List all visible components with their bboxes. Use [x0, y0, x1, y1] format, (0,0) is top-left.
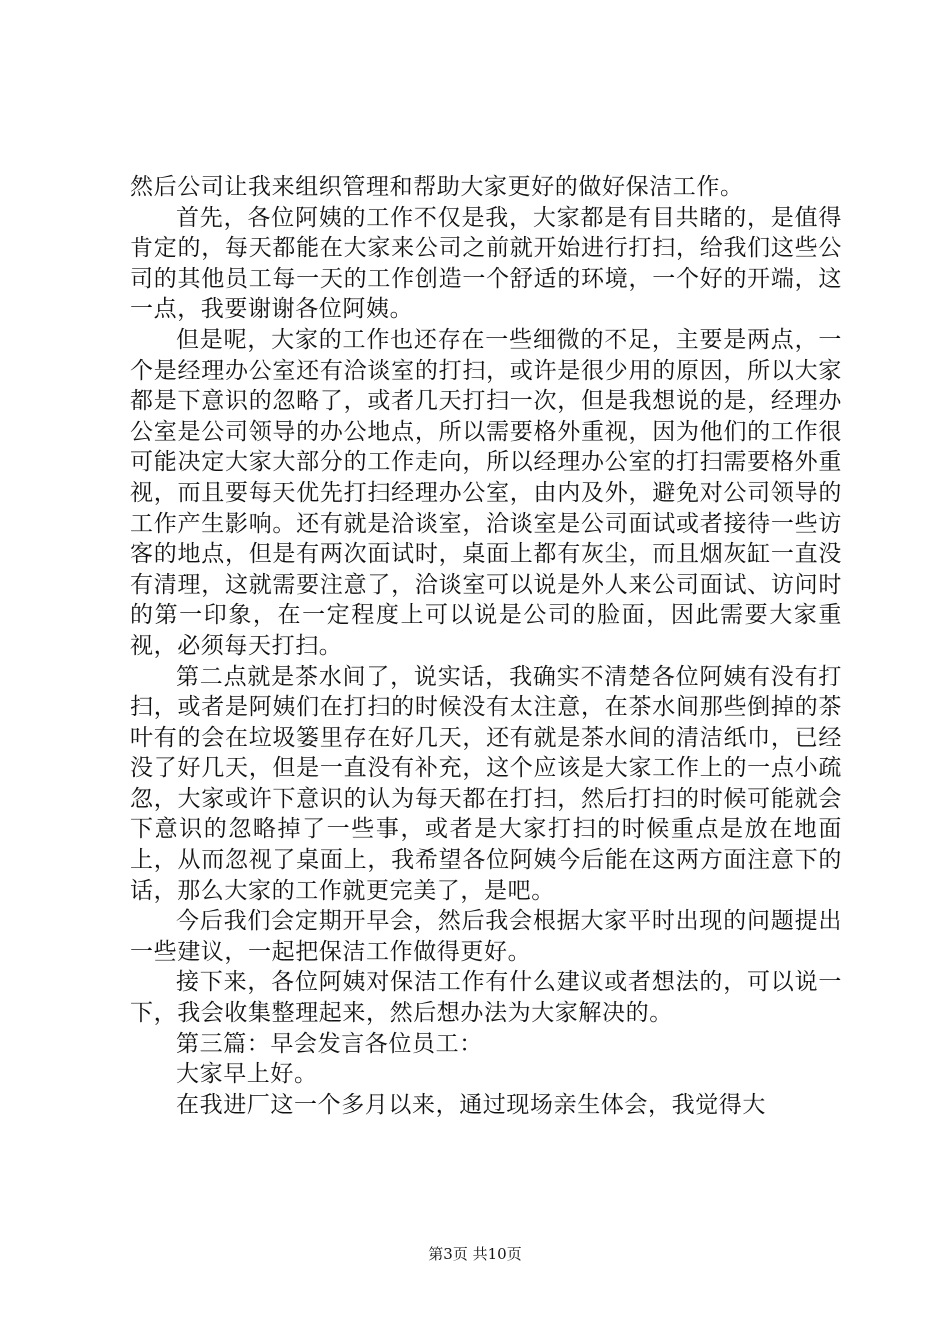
page-footer — [0, 1243, 950, 1264]
paragraph-4: 第二点就是茶水间了，说实话，我确实不清楚各位阿姨有没有打扫，或者是阿姨们在打扫的时候没有太注意，在茶水间那些倒掉的茶叶有的会在垃圾篓里存在好几天，还有就是茶水间的清洁纸巾，已经没了好几天，但是一直没有补充，这个应该是大家工作上的一点小疏忽，大家或许下意识的认为每天都在打扫，然后打扫的时候可能就会下意识的忽略掉了一些事，或者是大家打扫的时候重点是放在地面上，从而忽视了桌面上，我希望各位阿姨今后能在这两方面注意下的话，那么大家的工作就更完美了，是吧。 — [130, 663, 842, 904]
paragraph-7-heading: 第三篇：早会发言各位员工： — [176, 1030, 483, 1057]
paragraph-1: 然后公司让我来组织管理和帮助大家更好的做好保洁工作。 — [130, 174, 744, 200]
paragraph-3: 但是呢，大家的工作也还存在一些细微的不足，主要是两点，一个是经理办公室还有洽谈室的打扫，或许是很少用的原因，所以大家都是下意识的忽略了，或者几天打扫一次，但是我想说的是，经理办公室是公司领导的办公地点，所以需要格外重视，因为他们的工作很可能决定大家大部分的工作走向，所以经理办公室的打扫需要格外重视，而且要每天优先打扫经理办公室，由内及外，避免对公司领导的工作产生影响。还有就是洽谈室，洽谈室是公司面试或者接待一些访客的地点，但是有两次面试时，桌面上都有灰尘，而且烟灰缸一直没有清理，这就需要注意了，洽谈室可以说是外人来公司面试、访问时的第一印象，在一定程度上可以说是公司的脸面，因此需要大家重视，必须每天打扫。 — [130, 326, 842, 659]
paragraph-6: 接下来，各位阿姨对保洁工作有什么建议或者想法的，可以说一下，我会收集整理起来，然后想办法为大家解决的。 — [130, 969, 842, 1027]
paragraph-2: 首先，各位阿姨的工作不仅是我，大家都是有目共睹的，是值得肯定的，每天都能在大家来公司之前就开始进行打扫，给我们这些公司的其他员工每一天的工作创造一个舒适的环境，一个好的开端，这一点，我要谢谢各位阿姨。 — [130, 204, 842, 323]
page-number-label: 第3页 共10页 — [428, 1245, 522, 1263]
document-body — [130, 172, 842, 1120]
paragraph-8: 大家早上好。 — [176, 1061, 318, 1088]
paragraph-5: 今后我们会定期开早会，然后我会根据大家平时出现的问题提出一些建议，一起把保洁工作做得更好。 — [130, 908, 842, 965]
paragraph-9: 在我进厂这一个多月以来，通过现场亲生体会，我觉得大 — [176, 1091, 766, 1118]
